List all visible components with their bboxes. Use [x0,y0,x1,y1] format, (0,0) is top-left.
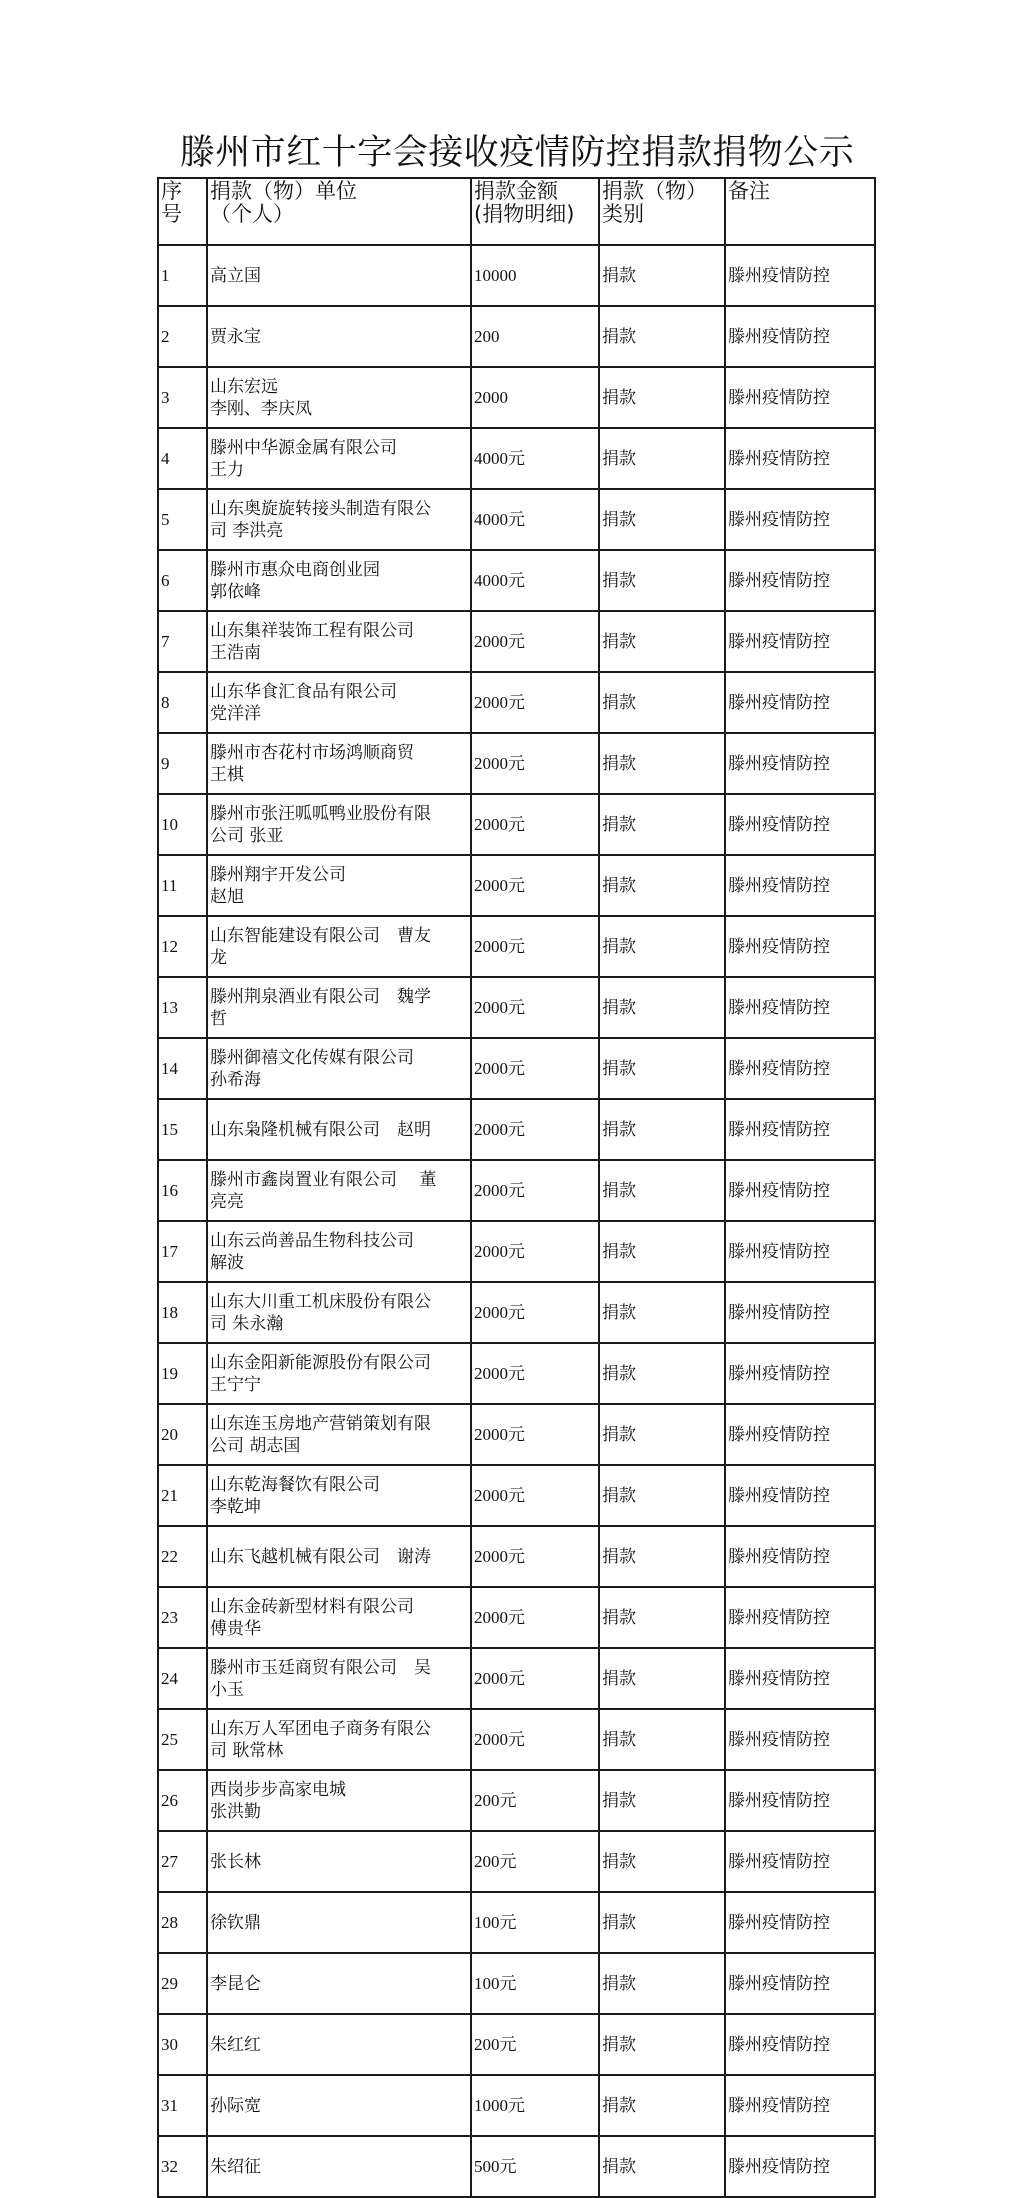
cell-category: 捐款 [599,1160,725,1221]
donor-line: 西岗步步高家电城 [210,1779,346,1800]
cell-note: 滕州疫情防控 [725,1953,875,2014]
table-row [158,1770,875,1831]
table-row [158,306,875,367]
table-row [158,1526,875,1587]
cell-donor [207,1526,471,1587]
cell-category: 捐款 [599,2014,725,2075]
cell-category: 捐款 [599,306,725,367]
table-row [158,489,875,550]
cell-seq: 27 [158,1831,207,1892]
cell-donor [207,1282,471,1343]
cell-note: 滕州疫情防控 [725,611,875,672]
header-seq-line: 号 [161,202,182,226]
cell-donor [207,611,471,672]
cell-seq: 14 [158,1038,207,1099]
table-row [158,1221,875,1282]
header-donor-line: （个人） [210,202,294,226]
cell-donor [207,794,471,855]
cell-category: 捐款 [599,733,725,794]
cell-amount: 500元 [471,2136,599,2197]
cell-donor [207,245,471,306]
cell-amount: 2000元 [471,855,599,916]
donor-line: 赵旭 [210,886,244,907]
cell-category: 捐款 [599,1770,725,1831]
cell-donor [207,1099,471,1160]
cell-category: 捐款 [599,1953,725,2014]
cell-donor [207,2014,471,2075]
cell-note: 滕州疫情防控 [725,1587,875,1648]
table-row [158,1404,875,1465]
donor-line: 司 朱永瀚 [210,1313,284,1334]
donor-line: 朱绍征 [210,2156,261,2177]
cell-note: 滕州疫情防控 [725,2136,875,2197]
cell-amount: 200 [471,306,599,367]
donor-line: 司 耿常林 [210,1740,284,1761]
cell-seq: 8 [158,672,207,733]
header-amount-line: (捐物明细) [474,202,575,226]
cell-amount: 2000元 [471,1221,599,1282]
cell-category: 捐款 [599,367,725,428]
table-row [158,1831,875,1892]
donor-line: 小玉 [210,1679,244,1700]
cell-note: 滕州疫情防控 [725,1831,875,1892]
table-row [158,1648,875,1709]
cell-category: 捐款 [599,2136,725,2197]
cell-seq: 21 [158,1465,207,1526]
cell-amount: 2000元 [471,1160,599,1221]
cell-amount: 4000元 [471,428,599,489]
donor-line: 李刚、李庆凤 [210,398,312,419]
donor-line: 亮亮 [210,1191,244,1212]
cell-note: 滕州疫情防控 [725,1709,875,1770]
cell-note: 滕州疫情防控 [725,367,875,428]
donor-line: 山东乾海餐饮有限公司 [210,1474,380,1495]
cell-note: 滕州疫情防控 [725,1160,875,1221]
cell-donor [207,855,471,916]
cell-category: 捐款 [599,916,725,977]
donor-line: 孙希海 [210,1069,261,1090]
table-row [158,1709,875,1770]
cell-note: 滕州疫情防控 [725,245,875,306]
header-seq [158,178,207,245]
cell-donor [207,1221,471,1282]
donor-line: 王力 [210,459,244,480]
donor-line: 傅贵华 [210,1618,261,1639]
cell-note: 滕州疫情防控 [725,1221,875,1282]
table-row [158,1160,875,1221]
cell-amount: 4000元 [471,550,599,611]
cell-donor [207,1953,471,2014]
cell-seq: 15 [158,1099,207,1160]
header-category-line: 捐款（物） [602,179,707,203]
donor-line: 滕州市惠众电商创业园 [210,559,380,580]
table-row [158,367,875,428]
cell-amount: 4000元 [471,489,599,550]
donor-line: 滕州翔宇开发公司 [210,864,346,885]
donor-line: 王棋 [210,764,244,785]
cell-seq: 25 [158,1709,207,1770]
cell-amount: 2000 [471,367,599,428]
cell-category: 捐款 [599,1404,725,1465]
table-row [158,2014,875,2075]
donor-line: 山东云尚善品生物科技公司 [210,1230,414,1251]
cell-seq: 5 [158,489,207,550]
cell-note: 滕州疫情防控 [725,672,875,733]
cell-category: 捐款 [599,611,725,672]
cell-note: 滕州疫情防控 [725,306,875,367]
cell-seq: 24 [158,1648,207,1709]
cell-note: 滕州疫情防控 [725,1770,875,1831]
cell-donor [207,1770,471,1831]
cell-seq: 7 [158,611,207,672]
donor-line: 公司 胡志国 [210,1435,301,1456]
donor-line: 山东万人军团电子商务有限公 [210,1718,431,1739]
table-row [158,1465,875,1526]
cell-donor [207,2136,471,2197]
donor-line: 滕州市张汪呱呱鸭业股份有限 [210,803,431,824]
header-donor-line: 捐款（物）单位 [210,179,357,203]
table-row [158,855,875,916]
cell-donor [207,1831,471,1892]
cell-donor [207,916,471,977]
cell-donor [207,1892,471,1953]
cell-note: 滕州疫情防控 [725,550,875,611]
cell-category: 捐款 [599,1221,725,1282]
cell-note: 滕州疫情防控 [725,855,875,916]
header-note [725,178,875,245]
cell-seq: 31 [158,2075,207,2136]
table-header-row [158,178,875,245]
cell-donor [207,733,471,794]
cell-seq: 12 [158,916,207,977]
donor-line: 李乾坤 [210,1496,261,1517]
cell-category: 捐款 [599,1831,725,1892]
donor-line: 滕州市杏花村市场鸿顺商贸 [210,742,414,763]
cell-category: 捐款 [599,428,725,489]
table-row [158,2136,875,2197]
cell-amount: 2000元 [471,1038,599,1099]
donor-line: 山东奥旋旋转接头制造有限公 [210,498,431,519]
cell-amount: 2000元 [471,1282,599,1343]
cell-note: 滕州疫情防控 [725,916,875,977]
header-amount [471,178,599,245]
cell-amount: 2000元 [471,1648,599,1709]
cell-amount: 2000元 [471,1099,599,1160]
cell-seq: 4 [158,428,207,489]
donor-line: 郭依峰 [210,581,261,602]
cell-amount: 2000元 [471,1709,599,1770]
header-note-line: 备注 [728,179,770,203]
cell-note: 滕州疫情防控 [725,977,875,1038]
cell-donor [207,1648,471,1709]
cell-note: 滕州疫情防控 [725,2075,875,2136]
donor-line: 山东枭隆机械有限公司 赵明 [210,1119,431,1140]
cell-donor [207,672,471,733]
cell-donor [207,550,471,611]
cell-donor [207,306,471,367]
header-category-line: 类别 [602,202,644,226]
cell-seq: 10 [158,794,207,855]
table-row [158,245,875,306]
donor-line: 贾永宝 [210,326,261,347]
cell-note: 滕州疫情防控 [725,1465,875,1526]
table-row [158,977,875,1038]
cell-donor [207,1587,471,1648]
cell-seq: 2 [158,306,207,367]
cell-category: 捐款 [599,1343,725,1404]
cell-amount: 1000元 [471,2075,599,2136]
cell-category: 捐款 [599,550,725,611]
cell-note: 滕州疫情防控 [725,1343,875,1404]
donor-line: 山东飞越机械有限公司 谢涛 [210,1546,431,1567]
table-row [158,672,875,733]
cell-donor [207,1709,471,1770]
cell-category: 捐款 [599,1465,725,1526]
donor-line: 朱红红 [210,2034,261,2055]
cell-seq: 20 [158,1404,207,1465]
cell-note: 滕州疫情防控 [725,1648,875,1709]
cell-amount: 2000元 [471,611,599,672]
donor-line: 山东金砖新型材料有限公司 [210,1596,414,1617]
donor-line: 山东集祥装饰工程有限公司 [210,620,414,641]
donor-line: 山东金阳新能源股份有限公司 [210,1352,431,1373]
cell-amount: 2000元 [471,977,599,1038]
donor-line: 滕州御禧文化传媒有限公司 [210,1047,414,1068]
cell-category: 捐款 [599,1892,725,1953]
cell-note: 滕州疫情防控 [725,1892,875,1953]
cell-amount: 200元 [471,1770,599,1831]
cell-note: 滕州疫情防控 [725,1404,875,1465]
cell-category: 捐款 [599,1587,725,1648]
cell-donor [207,977,471,1038]
cell-note: 滕州疫情防控 [725,489,875,550]
cell-seq: 3 [158,367,207,428]
donor-line: 滕州中华源金属有限公司 [210,437,397,458]
page-title: 滕州市红十字会接收疫情防控捐款捐物公示 [179,133,855,173]
cell-category: 捐款 [599,489,725,550]
cell-seq: 13 [158,977,207,1038]
cell-donor [207,1343,471,1404]
cell-seq: 23 [158,1587,207,1648]
cell-amount: 2000元 [471,733,599,794]
donor-line: 党洋洋 [210,703,261,724]
donor-line: 滕州市玉廷商贸有限公司 吴 [210,1657,431,1678]
table-row [158,1892,875,1953]
donor-line: 司 李洪亮 [210,520,284,541]
cell-category: 捐款 [599,977,725,1038]
cell-seq: 16 [158,1160,207,1221]
cell-seq: 18 [158,1282,207,1343]
donor-line: 解波 [210,1252,244,1273]
donor-line: 哲 [210,1008,227,1029]
header-seq-line: 序 [161,179,182,203]
cell-amount: 2000元 [471,794,599,855]
donation-table [157,177,876,2198]
cell-category: 捐款 [599,1709,725,1770]
donor-line: 山东智能建设有限公司 曹友 [210,925,431,946]
donor-line: 李昆仑 [210,1973,261,1994]
donor-line: 公司 张亚 [210,825,284,846]
cell-donor [207,1404,471,1465]
cell-seq: 30 [158,2014,207,2075]
table-row [158,428,875,489]
cell-donor [207,489,471,550]
table-row [158,733,875,794]
donor-line: 徐钦鼎 [210,1912,261,1933]
donor-line: 王宁宁 [210,1374,261,1395]
cell-amount: 200元 [471,2014,599,2075]
donor-line: 高立国 [210,265,261,286]
cell-note: 滕州疫情防控 [725,428,875,489]
cell-seq: 28 [158,1892,207,1953]
cell-note: 滕州疫情防控 [725,1099,875,1160]
table-row [158,1282,875,1343]
cell-category: 捐款 [599,1526,725,1587]
cell-note: 滕州疫情防控 [725,1038,875,1099]
table-row [158,794,875,855]
cell-amount: 2000元 [471,1343,599,1404]
cell-category: 捐款 [599,2075,725,2136]
cell-amount: 100元 [471,1953,599,2014]
cell-amount: 200元 [471,1831,599,1892]
table-row [158,611,875,672]
cell-category: 捐款 [599,855,725,916]
cell-donor [207,1160,471,1221]
cell-seq: 1 [158,245,207,306]
cell-amount: 2000元 [471,1587,599,1648]
cell-amount: 2000元 [471,672,599,733]
cell-category: 捐款 [599,1038,725,1099]
cell-category: 捐款 [599,794,725,855]
donor-line: 滕州市鑫岗置业有限公司 董 [210,1169,437,1190]
cell-seq: 29 [158,1953,207,2014]
table-row [158,1587,875,1648]
table-row [158,550,875,611]
donor-line: 张洪勤 [210,1801,261,1822]
cell-note: 滕州疫情防控 [725,794,875,855]
cell-amount: 10000 [471,245,599,306]
header-category [599,178,725,245]
cell-seq: 11 [158,855,207,916]
cell-donor [207,1465,471,1526]
cell-seq: 6 [158,550,207,611]
cell-seq: 26 [158,1770,207,1831]
cell-donor [207,1038,471,1099]
table-row [158,1343,875,1404]
cell-donor [207,367,471,428]
cell-category: 捐款 [599,245,725,306]
cell-category: 捐款 [599,1648,725,1709]
header-amount-line: 捐款金额 [474,179,558,203]
donor-line: 山东连玉房地产营销策划有限 [210,1413,431,1434]
cell-seq: 9 [158,733,207,794]
cell-note: 滕州疫情防控 [725,1526,875,1587]
cell-note: 滕州疫情防控 [725,733,875,794]
cell-seq: 22 [158,1526,207,1587]
donor-line: 滕州荆泉酒业有限公司 魏学 [210,986,431,1007]
header-donor [207,178,471,245]
cell-seq: 19 [158,1343,207,1404]
cell-seq: 32 [158,2136,207,2197]
donor-line: 山东华食汇食品有限公司 [210,681,397,702]
donor-line: 龙 [210,947,227,968]
table-row [158,2075,875,2136]
table-body [158,245,875,2197]
donor-line: 张长林 [210,1851,261,1872]
donor-line: 孙际宽 [210,2095,261,2116]
donor-line: 王浩南 [210,642,261,663]
cell-amount: 2000元 [471,1526,599,1587]
table-row [158,1953,875,2014]
table-row [158,916,875,977]
cell-category: 捐款 [599,672,725,733]
table-row [158,1038,875,1099]
cell-amount: 2000元 [471,1404,599,1465]
cell-amount: 2000元 [471,916,599,977]
cell-note: 滕州疫情防控 [725,2014,875,2075]
cell-amount: 100元 [471,1892,599,1953]
cell-amount: 2000元 [471,1465,599,1526]
table-row [158,1099,875,1160]
cell-note: 滕州疫情防控 [725,1282,875,1343]
donor-line: 山东大川重工机床股份有限公 [210,1291,431,1312]
cell-donor [207,428,471,489]
cell-donor [207,2075,471,2136]
cell-category: 捐款 [599,1282,725,1343]
cell-category: 捐款 [599,1099,725,1160]
cell-seq: 17 [158,1221,207,1282]
donor-line: 山东宏远 [210,376,278,397]
